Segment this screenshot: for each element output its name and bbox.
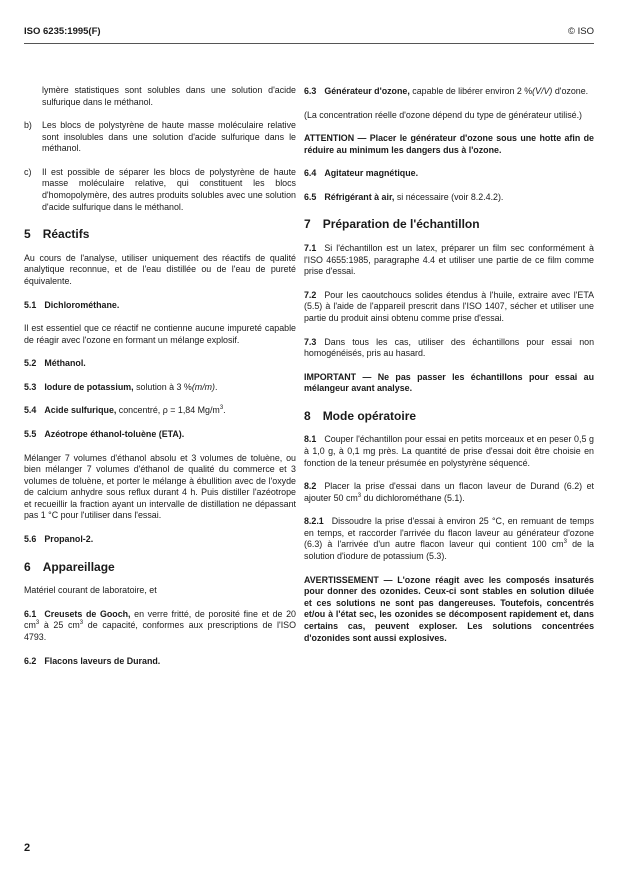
clause-6-5 bbox=[304, 192, 594, 204]
clause-5-1 bbox=[24, 300, 296, 312]
clause-8-1 bbox=[304, 434, 594, 469]
clause-number: 5.1 bbox=[24, 299, 37, 310]
warning-text: — L'ozone réagit avec les composés insaturés pour donner des ozonides. Ceux-ci sont stables en solution diluée et ces solutions ne sont pas dangereuses. Toutefois, concentrés et/ou à l'état sec, les ozonides se décomposent rapidement et, dans certains cas, peuvent exploser. Les solutions concentrées d'ozonides sont aussi explosives. bbox=[304, 574, 594, 643]
attention-notice: ATTENTION — Placer le générateur d'ozone sous une hotte afin de réduire au minimum les dangers dus à l'ozone. bbox=[304, 133, 594, 155]
clause-text: concentré, ρ = 1,84 Mg/m bbox=[116, 405, 220, 416]
section-title: Préparation de l'échantillon bbox=[322, 217, 480, 232]
clause-text: en verre fritté, de porosité fine et de 20 cm bbox=[24, 608, 296, 631]
clause-5-5 bbox=[24, 429, 296, 441]
clause-title: Iodure de potassium, bbox=[44, 381, 134, 392]
clause-text: Dissoudre la prise d'essai à environ 25 °C, en remuant de temps en temps, et raccorder l'arrivée du flacon laveur au générateur d'ozone (6.3) à l'arrivée d'un autre flacon laveur qui contient 100 cm bbox=[304, 516, 594, 550]
clause-text: Si l'échantillon est un latex, préparer un film sec conformément à l'ISO 4655:1985, paragraphe 4.4 et utiliser une partie de ce film comme prise d'essai. bbox=[304, 243, 594, 277]
clause-6-1 bbox=[24, 609, 296, 644]
superscript: 3 bbox=[35, 620, 40, 627]
section-6-text: Matériel courant de laboratoire, et bbox=[24, 585, 157, 596]
clause-5-4 bbox=[24, 405, 296, 417]
clause-text: Placer la prise d'essai dans un flacon laveur de Durand (6.2) et ajouter 50 cm bbox=[304, 481, 594, 503]
clause-number: 8.2.1 bbox=[304, 516, 324, 527]
clause-number: 6.5 bbox=[304, 191, 317, 202]
list-item-a-continuation: lymère statistiques sont solubles dans une solution d'acide sulfurique dans le méthanol. bbox=[42, 85, 296, 107]
clause-5-2 bbox=[24, 358, 296, 370]
clause-number: 8.2 bbox=[304, 481, 317, 492]
clause-6-2 bbox=[24, 656, 296, 668]
clause-title: Méthanol. bbox=[44, 358, 86, 369]
clause-5-5-text: Mélanger 7 volumes d'éthanol absolu et 3 volumes de toluène, ou bien mélanger 7 volumes d'éthanol de qualité du commerce et 3 volumes de toluène, et porter le mélange à ébullition avec de l'oxyde de calcium anhydre sous reflux durant 4 h. Puis distiller l'azéotrope et recueillir la fraction ayant un intervalle de distillation ne dépassant pas 1 °C pour l'utiliser dans l'essai. bbox=[24, 452, 296, 521]
section-title: Appareillage bbox=[42, 559, 115, 574]
clause-text: de capacité, conformes aux prescriptions de l'ISO 4793. bbox=[24, 620, 296, 642]
warning-notice bbox=[304, 575, 594, 644]
section-7-heading bbox=[304, 217, 594, 233]
clause-title: Générateur d'ozone, bbox=[324, 86, 410, 96]
clause-number: 5.4 bbox=[24, 405, 37, 416]
clause-7-1 bbox=[304, 243, 594, 278]
clause-title: Acide sulfurique, bbox=[44, 405, 117, 416]
clause-text: Pour les caoutchoucs solides étendus à l'huile, extraire avec l'ETA (5.5) à l'aide de l'appareil prescrit dans l'ISO 1407, sécher et utiliser une partie du produit ainsi obtenu comme prise d'essai. bbox=[304, 289, 594, 323]
clause-number: 7.2 bbox=[304, 289, 317, 300]
superscript: 3 bbox=[563, 539, 567, 546]
clause-title: Agitateur magnétique. bbox=[324, 168, 419, 179]
page-number: 2 bbox=[24, 842, 31, 854]
section-number: 8 bbox=[304, 408, 311, 423]
clause-8-2 bbox=[304, 481, 594, 504]
clause-number: 5.2 bbox=[24, 358, 37, 369]
list-text: Il est possible de séparer les blocs de polystyrène de haute masse moléculaire relative, qui constituent les blocs d'homopolymère, des autres produits solubles avec une solution d'acide sulfurique dans le méthanol. bbox=[42, 166, 296, 212]
clause-title: Réfrigérant à air, bbox=[324, 191, 395, 202]
clause-6-3-note: (La concentration réelle d'ozone dépend du type de générateur utilisé.) bbox=[304, 109, 582, 120]
copyright-mark: © ISO bbox=[567, 26, 594, 37]
list-letter: b) bbox=[24, 120, 32, 131]
clause-5-1-text: Il est essentiel que ce réactif ne contienne aucune impureté capable de réagir avec l'ozone en formant un mélange explosif. bbox=[24, 323, 296, 345]
clause-number: 5.6 bbox=[24, 534, 37, 545]
clause-7-2 bbox=[304, 290, 594, 325]
section-5-heading bbox=[24, 227, 296, 243]
clause-text: de la solution d'iodure de potassium (5.3). bbox=[304, 539, 594, 562]
important-notice: IMPORTANT — Ne pas passer les échantillons pour essai au mélangeur avant analyse. bbox=[304, 371, 594, 394]
clause-text: Dans tous les cas, utiliser des échantillons pour essai non homogénéisés, pris au hasard. bbox=[304, 336, 594, 359]
clause-6-3 bbox=[304, 86, 594, 98]
clause-6-4 bbox=[304, 168, 594, 180]
section-5-text: Au cours de l'analyse, utiliser uniquement des réactifs de qualité analytique reconnue, et de l'eau distillée ou de l'eau de pureté équivalente. bbox=[24, 252, 296, 286]
unit-text: (m/m) bbox=[191, 381, 215, 392]
clause-number: 7.3 bbox=[304, 336, 317, 347]
clause-number: 6.2 bbox=[24, 655, 37, 666]
section-8-heading bbox=[304, 409, 594, 425]
section-title: Réactifs bbox=[42, 227, 90, 242]
list-item-b bbox=[24, 120, 296, 155]
section-6-heading bbox=[24, 560, 296, 576]
right-column bbox=[304, 86, 594, 656]
clause-5-3 bbox=[24, 382, 296, 394]
clause-title: Flacons laveurs de Durand. bbox=[44, 655, 161, 666]
clause-number: 6.1 bbox=[24, 608, 37, 619]
clause-title: Creusets de Gooch, bbox=[44, 608, 131, 619]
clause-number: 7.1 bbox=[304, 243, 317, 254]
left-column bbox=[24, 85, 296, 679]
list-item-c bbox=[24, 167, 296, 213]
list-text: Les blocs de polystyrène de haute masse moléculaire relative sont insolubles dans une solution d'acide sulfurique dans le méthanol. bbox=[42, 120, 296, 154]
superscript: 3 bbox=[79, 620, 84, 627]
clause-title: Azéotrope éthanol-toluène (ETA). bbox=[44, 429, 185, 439]
clause-number: 6.4 bbox=[304, 168, 317, 179]
clause-end: . bbox=[215, 381, 218, 392]
list-letter: c) bbox=[24, 166, 32, 177]
page-header bbox=[24, 26, 594, 37]
superscript: 3 bbox=[357, 492, 362, 499]
clause-text: du dichlorométhane (5.1). bbox=[361, 492, 465, 503]
clause-8-2-1 bbox=[304, 516, 594, 562]
clause-number: 5.5 bbox=[24, 429, 37, 439]
clause-number: 6.3 bbox=[304, 86, 317, 96]
clause-text: si nécessaire (voir 8.2.4.2). bbox=[394, 191, 504, 202]
clause-number: 5.3 bbox=[24, 381, 37, 392]
clause-end: . bbox=[223, 405, 226, 416]
section-number: 6 bbox=[24, 559, 31, 574]
warning-label: AVERTISSEMENT bbox=[304, 574, 379, 585]
standard-number: ISO 6235:1995(F) bbox=[24, 26, 101, 37]
clause-title: Dichlorométhane. bbox=[44, 299, 120, 310]
section-title: Mode opératoire bbox=[322, 408, 417, 423]
clause-text: à 25 cm bbox=[39, 620, 80, 631]
section-number: 5 bbox=[24, 227, 31, 242]
clause-7-3 bbox=[304, 337, 594, 360]
unit-text: (V/V) bbox=[532, 86, 553, 96]
clause-text: Couper l'échantillon pour essai en petits morceaux et en peser 0,5 g à 1,0 g, à 0,1 mg près. La quantité de prise d'essai doit être choisie en fonction de la teneur présumée en polystyrène séquencé. bbox=[304, 434, 594, 468]
section-number: 7 bbox=[304, 217, 311, 232]
superscript: 3 bbox=[219, 405, 224, 412]
clause-title: Propanol-2. bbox=[44, 534, 94, 545]
header-rule bbox=[24, 43, 594, 44]
clause-5-6 bbox=[24, 534, 296, 546]
clause-end: d'ozone. bbox=[552, 86, 589, 96]
clause-text: capable de libérer environ 2 % bbox=[409, 86, 533, 96]
clause-number: 8.1 bbox=[304, 434, 317, 445]
clause-text: solution à 3 % bbox=[133, 381, 192, 392]
